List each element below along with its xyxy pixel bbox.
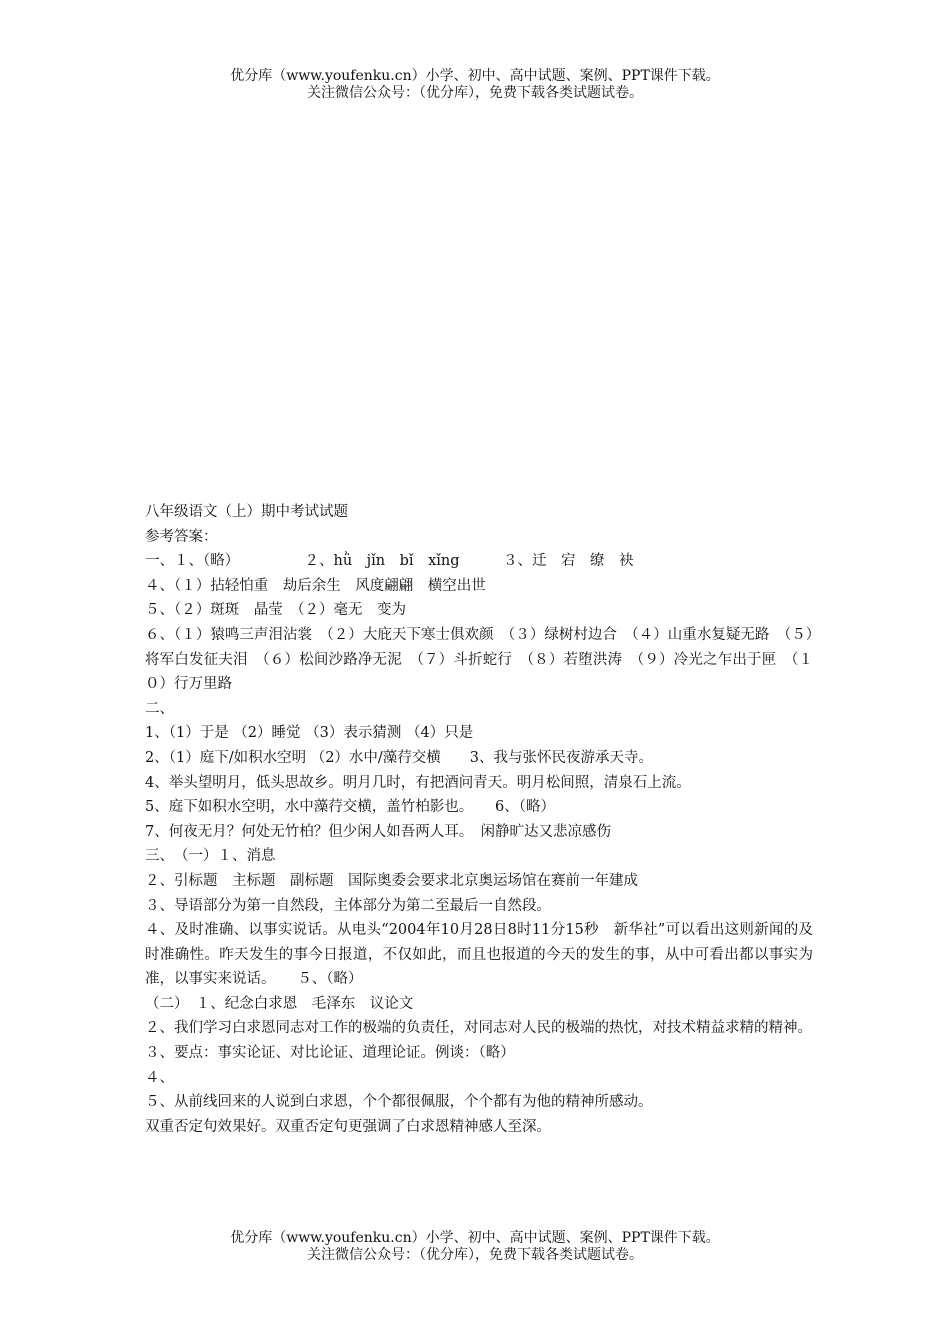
answer-line: ４、（１）拈轻怕重 劫后余生 风度翩翩 横空出世: [145, 577, 486, 594]
footer-line-1: 优分库（www.youfenku.cn）小学、初中、高中试题、案例、PPT课件下载。: [230, 1230, 720, 1246]
subsection-heading: （二） １、纪念白求恩 毛泽东 议论文: [145, 995, 414, 1012]
answer-line: ３、导语部分为第一自然段，主体部分为第二至最后一自然段。: [145, 897, 551, 914]
answer-line: ３、要点：事实论证、对比论证、道理论证。例谈：（略）: [145, 1045, 515, 1062]
answer-paragraph: ４、及时准确、以事实说话。从电头“2004年10月28日8时11分15秒 新华社”可以看出这则新闻的及时准确性。昨天发生的事今日报道，不仅如此，而且也报道的今天的发生的事，从中可看出都以事实为准，以事实来说话。 ５、（略）: [145, 922, 813, 988]
answer-paragraph: ２、我们学习白求恩同志对工作的极端的负责任，对同志对人民的极端的热忱，对技术精益求精的精神。: [145, 1020, 812, 1037]
section-heading: 二、: [145, 700, 174, 717]
answer-line: ５、从前线回来的人说到白求恩，个个都很佩服，个个都有为他的精神所感动。: [145, 1094, 653, 1111]
page-header: [0, 68, 950, 102]
answer-line: 5、庭下如积水空明，水中藻荇交横，盖竹柏影也。 6、（略）: [145, 799, 555, 816]
section-heading: 三、 （一）１、消息: [145, 848, 276, 865]
answer-line: 1、（1）于是 （2）睡觉 （3）表示猜测 （4）只是: [145, 725, 474, 742]
document-body: [145, 500, 813, 1139]
answer-line: 4、举头望明月，低头思故乡。明月几时，有把酒问青天。明月松间照，清泉石上流。: [145, 774, 691, 791]
footer-line-2: 关注微信公众号：（优分库），免费下载各类试题试卷。: [307, 1247, 643, 1263]
answer-paragraph: ６、（１）猿鸣三声泪沾裳 （２）大庇天下寒士俱欢颜 （３）绿树村边合 （４）山重水复疑无路 （５）将军白发征夫泪 （６）松间沙路净无泥 （７）斗折蛇行 （８）若堕洪涛 （９）冷光之乍出于匣 （１０）行万里路: [145, 626, 813, 693]
header-line-1: 优分库（www.youfenku.cn）小学、初中、高中试题、案例、PPT课件下载。: [230, 68, 720, 84]
answer-line: ４、: [145, 1069, 174, 1086]
answer-line: ５、（２）斑斑 晶莹 （２）毫无 变为: [145, 602, 406, 619]
answer-line: 2、（1）庭下/如积水空明 （2）水中/藻荇交横 3、我与张怀民夜游承天寺。: [145, 749, 654, 766]
answer-line: ２、引标题 主标题 副标题 国际奥委会要求北京奥运场馆在赛前一年建成: [145, 872, 638, 889]
answer-key-heading: 参考答案：: [145, 528, 218, 545]
document-title: 八年级语文（上）期中考试试题: [145, 504, 348, 520]
answer-line: 7、何夜无月？何处无竹柏？但少闲人如吾两人耳。 闲静旷达又悲凉感伤: [145, 823, 611, 840]
header-line-2: 关注微信公众号：（优分库），免费下载各类试题试卷。: [307, 85, 643, 101]
answer-line: 一、１、（略） ２、hǜ jǐn bǐ xǐng ３、迁 宕 缭 袂: [145, 553, 634, 570]
page-footer: [0, 1230, 950, 1264]
answer-line: 双重否定句效果好。双重否定句更强调了白求恩精神感人至深。: [145, 1118, 551, 1135]
